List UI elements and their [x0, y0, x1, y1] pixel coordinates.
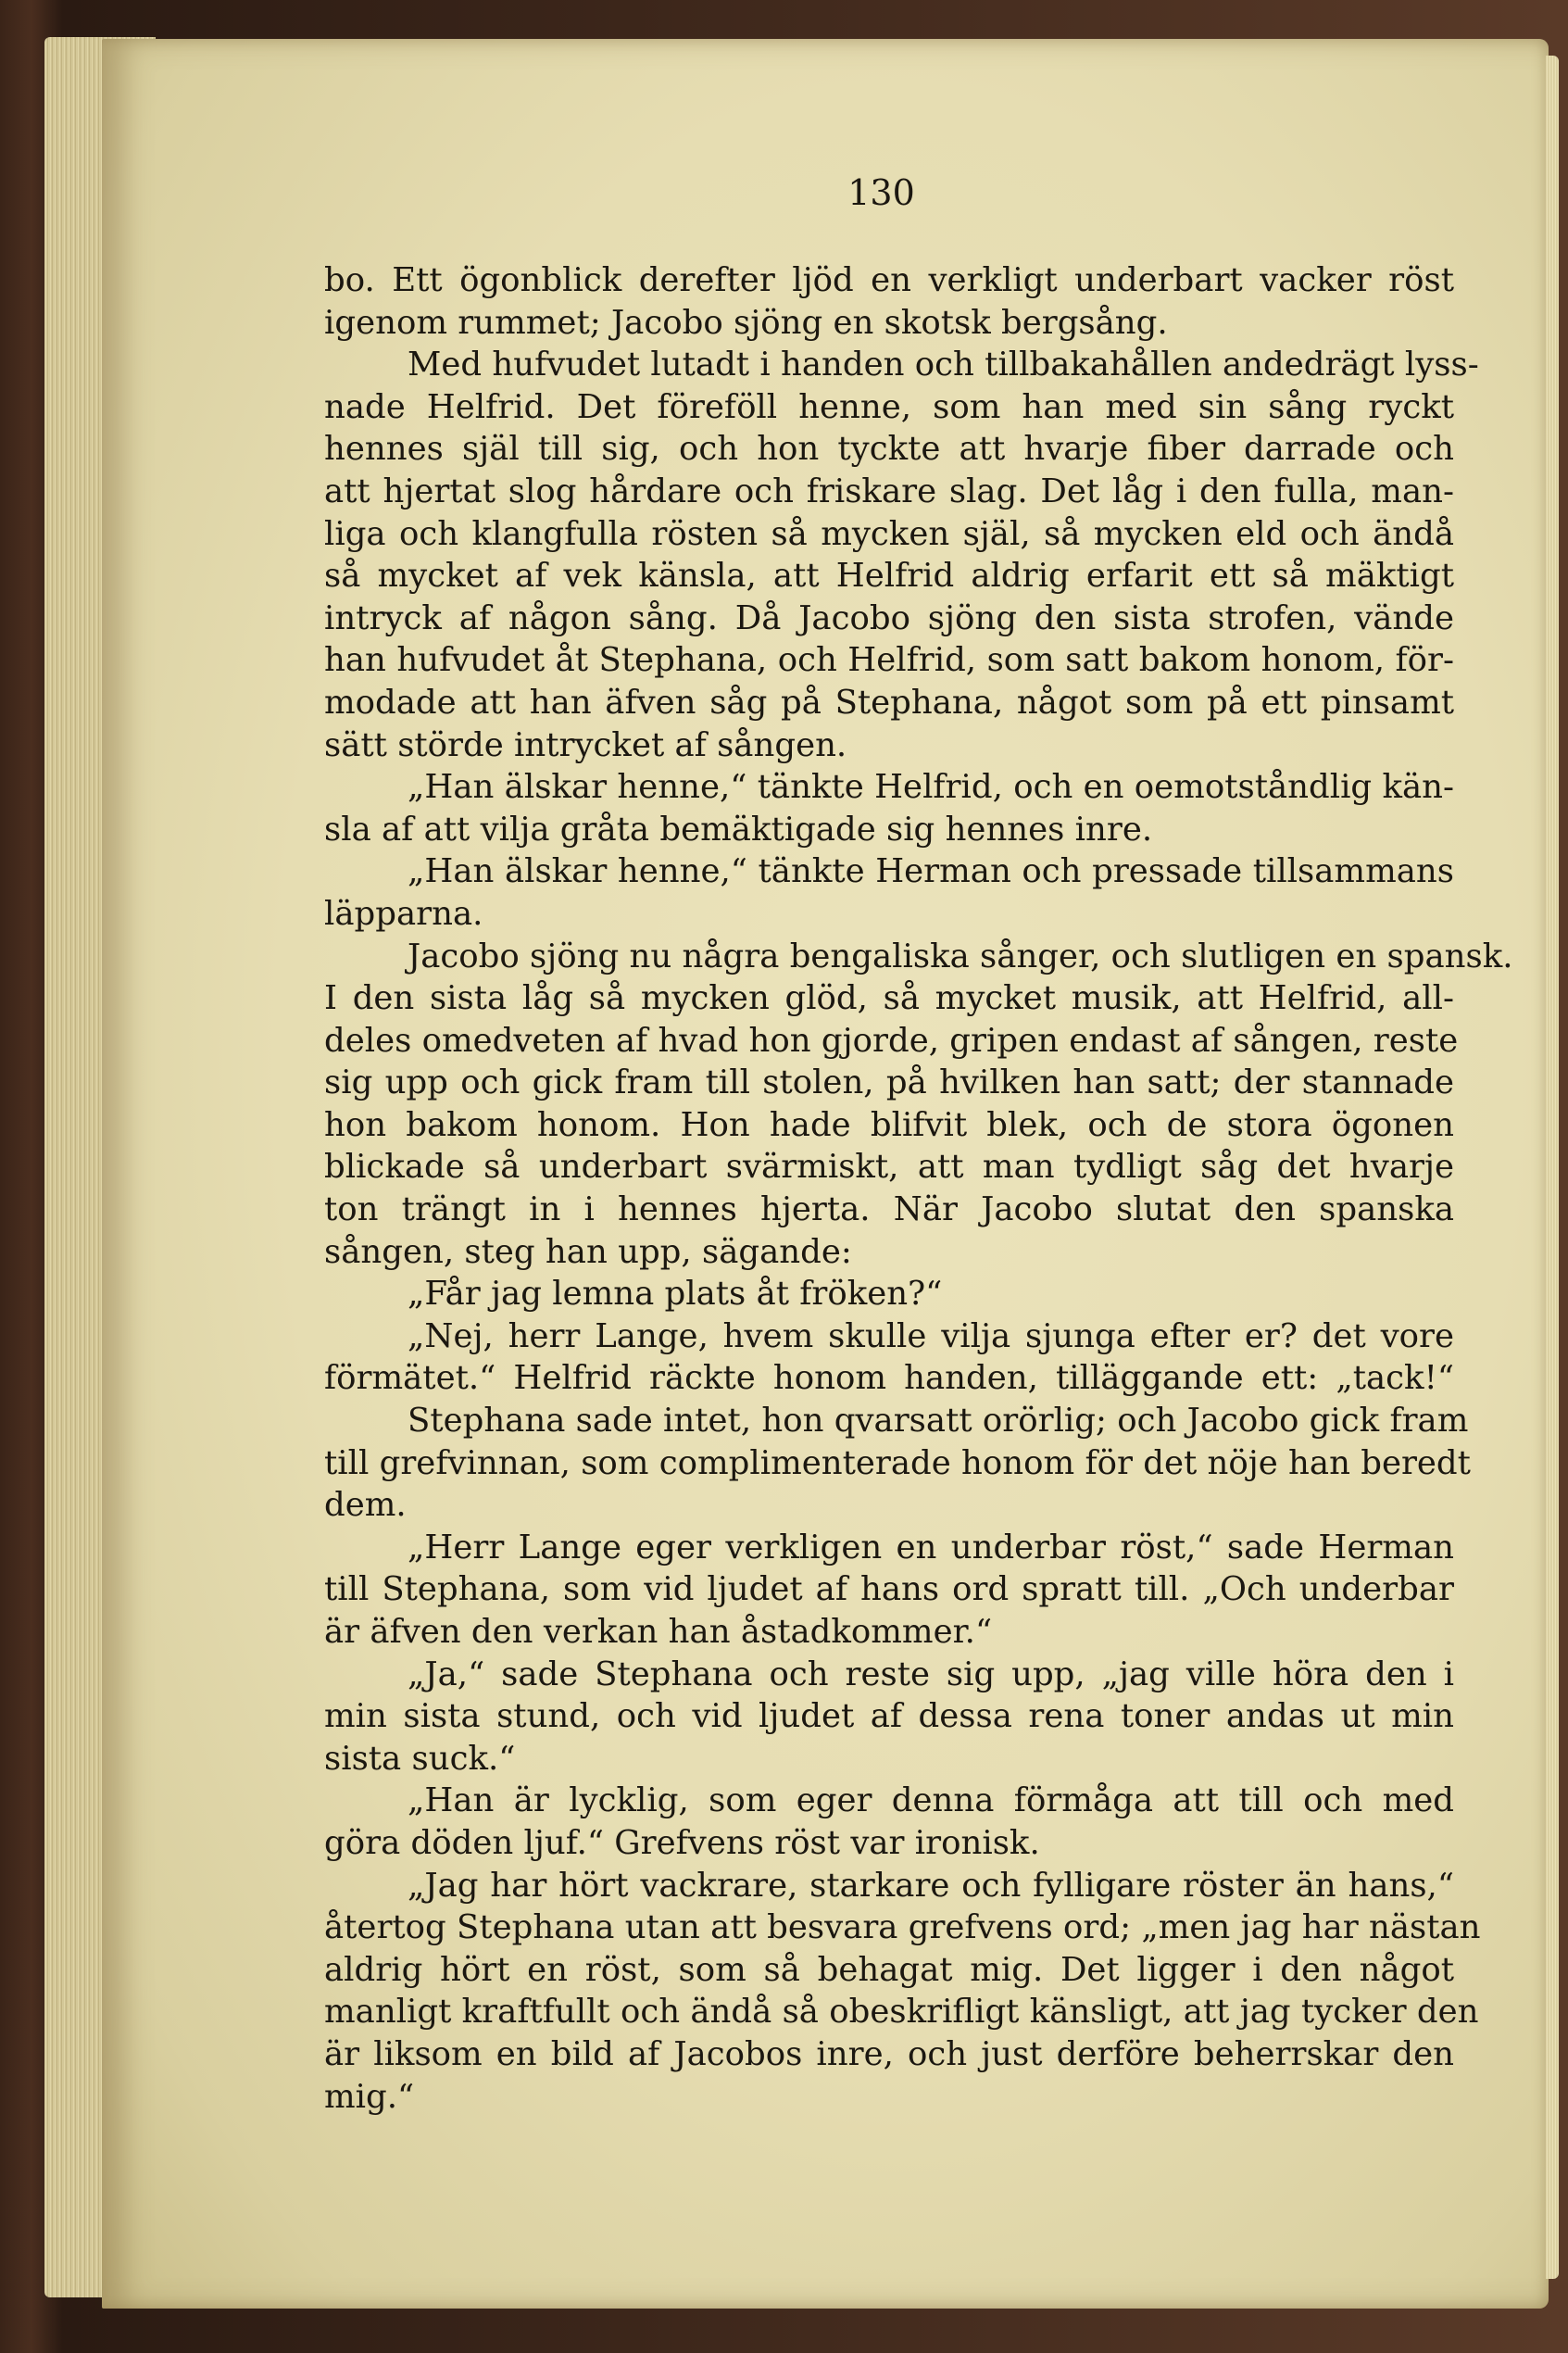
text-line: nade Helfrid. Det föreföll henne, som han med sin sång ryckt: [324, 387, 1454, 426]
text-line: „Han älskar henne,“ tänkte Herman och pressade tillsammans: [408, 852, 1454, 891]
text-line: sig upp och gick fram till stolen, på hvilken han satt; der stannade: [324, 1063, 1454, 1102]
text-line: aldrig hört en röst, som så behagat mig. Det ligger i den något: [324, 1950, 1454, 1989]
text-line: „Han älskar henne,“ tänkte Helfrid, och en oemotståndlig kän-: [408, 768, 1454, 807]
text-line: „Får jag lemna plats åt fröken?“: [408, 1275, 943, 1314]
text-line: sätt störde intrycket af sången.: [324, 725, 847, 764]
text-line: bo. Ett ögonblick derefter ljöd en verkligt underbart vacker röst: [324, 261, 1454, 299]
text-line: han hufvudet åt Stephana, och Helfrid, som satt bakom honom, för-: [324, 641, 1454, 680]
page-number: 130: [847, 172, 915, 213]
text-line: „Ja,“ sade Stephana och reste sig upp, „jag ville höra den i: [408, 1655, 1454, 1693]
text-line: dem.: [324, 1486, 407, 1525]
text-line: göra döden ljuf.“ Grefvens röst var ironisk.: [324, 1823, 1040, 1862]
page-stack-right: [1546, 56, 1559, 2279]
text-line: blickade så underbart svärmiskt, att man tydligt såg det hvarje: [324, 1148, 1454, 1187]
text-line: intryck af någon sång. Då Jacobo sjöng den sista strofen, vände: [324, 598, 1454, 637]
text-line: manligt kraftfullt och ändå så obeskrifligt känsligt, att jag tycker den: [324, 1993, 1479, 2032]
text-line: hennes själ till sig, och hon tyckte att hvarje fiber darrade och: [324, 430, 1454, 469]
text-line: till grefvinnan, som complimenterade honom för det nöje han beredt: [324, 1443, 1471, 1482]
text-line: sången, steg han upp, sägande:: [324, 1232, 852, 1271]
text-line: är liksom en bild af Jacobos inre, och just derföre beherrskar den: [324, 2034, 1454, 2073]
text-line: så mycket af vek känsla, att Helfrid aldrig erfarit ett så mäktigt: [324, 557, 1454, 596]
text-line: min sista stund, och vid ljudet af dessa rena toner andas ut min: [324, 1697, 1454, 1736]
text-line: förmätet.“ Helfrid räckte honom handen, tilläggande ett: „tack!“: [324, 1359, 1454, 1398]
text-line: Med hufvudet lutadt i handen och tillbakahållen andedrägt lyss-: [408, 346, 1479, 384]
text-line: hon bakom honom. Hon hade blifvit blek, och de stora ögonen: [324, 1105, 1454, 1144]
text-line: Jacobo sjöng nu några bengaliska sånger, och slutligen en spansk.: [408, 937, 1513, 975]
text-line: „Herr Lange eger verkligen en underbar röst,“ sade Herman: [408, 1528, 1454, 1567]
text-line: „Jag har hört vackrare, starkare och fylligare röster än hans,“: [408, 1866, 1454, 1905]
text-line: I den sista låg så mycken glöd, så mycket musik, att Helfrid, all-: [324, 979, 1454, 1018]
text-line: deles omedveten af hvad hon gjorde, gripen endast af sången, reste: [324, 1021, 1459, 1060]
text-line: „Nej, herr Lange, hvem skulle vilja sjunga efter er? det vore: [408, 1316, 1454, 1355]
text-line: Stephana sade intet, hon qvarsatt orörlig; och Jacobo gick fram: [408, 1402, 1469, 1441]
text-line: igenom rummet; Jacobo sjöng en skotsk bergsång.: [324, 303, 1168, 342]
text-line: återtog Stephana utan att besvara grefvens ord; „men jag har nästan: [324, 1908, 1481, 1947]
text-line: modade att han äfven såg på Stephana, något som på ett pinsamt: [324, 683, 1454, 722]
text-line: sla af att vilja gråta bemäktigade sig hennes inre.: [324, 810, 1153, 849]
body-text: [324, 259, 1513, 2118]
text-line: mig.“: [324, 2077, 415, 2116]
text-line: är äfven den verkan han åstadkommer.“: [324, 1613, 993, 1651]
text-line: „Han är lycklig, som eger denna förmåga att till och med: [408, 1781, 1454, 1820]
text-line: att hjertat slog hårdare och friskare slag. Det låg i den fulla, man-: [324, 472, 1454, 510]
text-line: läpparna.: [324, 894, 483, 933]
text-line: ton trängt in i hennes hjerta. När Jacobo slutat den spanska: [324, 1190, 1454, 1229]
text-line: liga och klangfulla rösten så mycken själ, så mycken eld och ändå: [324, 514, 1454, 553]
text-line: sista suck.“: [324, 1739, 516, 1778]
text-line: till Stephana, som vid ljudet af hans ord spratt till. „Och underbar: [324, 1570, 1454, 1609]
